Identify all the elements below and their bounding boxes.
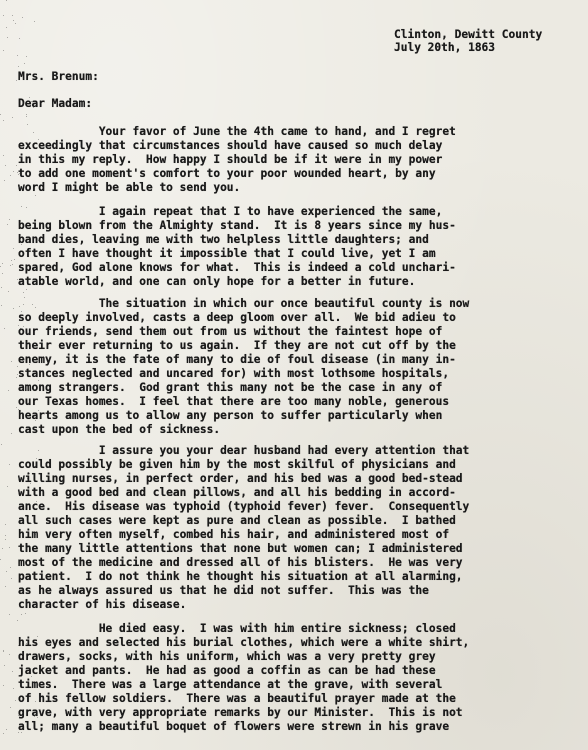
paper-speck	[10, 175, 11, 176]
paper-speck	[36, 77, 37, 78]
paragraph-line: most of the medicine and dressed all of his blisters. He was very	[18, 556, 463, 569]
paper-speck	[11, 578, 12, 579]
paper-speck	[26, 643, 27, 644]
paper-speck	[6, 571, 7, 572]
paper-speck	[10, 707, 11, 708]
paper-speck	[14, 259, 15, 260]
paper-speck	[25, 613, 26, 614]
paragraph-line: so deeply involved, casts a deep gloom over all. We bid adieu to	[18, 311, 456, 324]
paper-speck	[26, 114, 27, 115]
paper-speck	[35, 534, 36, 535]
paper-speck	[27, 478, 28, 479]
paper-speck	[16, 407, 17, 408]
paper-speck	[9, 614, 10, 615]
paper-speck	[3, 155, 4, 156]
paragraph-line: his eyes and selected his burial clothes, which were a white shirt,	[18, 636, 470, 649]
paragraph-line: I assure you your dear husband had every attention that	[18, 444, 470, 457]
paper-speck	[4, 180, 5, 181]
paper-speck	[12, 15, 13, 16]
paper-speck	[16, 377, 17, 378]
paragraph-line: of his fellow soldiers. There was a beautiful prayer made at the	[18, 692, 456, 705]
paper-speck	[18, 645, 19, 646]
paper-speck	[35, 420, 36, 421]
paper-speck	[28, 472, 29, 473]
paper-speck	[1, 287, 2, 288]
paper-speck	[5, 524, 6, 525]
paper-speck	[15, 700, 16, 701]
paper-speck	[38, 139, 39, 140]
paper-speck	[12, 264, 13, 265]
paragraph-line: He died easy. I was with him entire sickness; closed	[18, 622, 456, 635]
paper-speck	[6, 27, 7, 28]
paper-speck	[2, 263, 3, 264]
paragraph-line: I again repeat that I to have experienced the same,	[18, 205, 443, 218]
paragraph-line: willing nurses, in perfect order, and his bed was a good bed-stead	[18, 472, 463, 485]
paper-speck	[29, 364, 30, 365]
paper-speck	[35, 195, 36, 196]
paper-speck	[7, 486, 8, 487]
paper-speck	[31, 101, 32, 102]
paper-speck	[24, 63, 25, 64]
paper-speck	[18, 715, 19, 716]
paper-speck	[0, 114, 1, 115]
paragraph-line: atable world, and one can only hope for a better in future.	[18, 275, 416, 288]
paper-speck	[29, 473, 30, 474]
paragraph-line: stances neglected and uncared for) with most lothsome hospitals,	[18, 367, 450, 380]
paper-speck	[19, 38, 20, 39]
paper-speck	[21, 206, 22, 207]
paper-speck	[18, 732, 19, 733]
paper-speck	[36, 501, 37, 502]
paper-speck	[3, 15, 4, 16]
paragraph-line: our friends, send them out from us without the faintest hope of	[18, 325, 443, 338]
paragraph-line: being blown from the Almighty stand. It is 8 years since my hus-	[18, 219, 456, 232]
paper-speck	[4, 665, 5, 666]
paragraph-line: among strangers. God grant this many not be the case in any of	[18, 381, 443, 394]
paper-speck	[3, 50, 4, 51]
paragraph-line: in this my reply. How happy I should be if it were in my power	[18, 153, 443, 166]
paragraph-line: Your favor of June the 4th came to hand, and I regret	[18, 125, 456, 138]
paper-speck	[23, 347, 24, 348]
paper-speck	[23, 713, 24, 714]
paragraph-line: with a good bed and clean pillows, and all his bedding in accord-	[18, 486, 456, 499]
paper-speck	[35, 307, 36, 308]
paper-speck	[17, 374, 18, 375]
paper-speck	[27, 124, 28, 125]
paper-speck	[0, 266, 1, 267]
paper-speck	[1, 305, 2, 306]
paragraph-line: word I might be able to send you.	[18, 181, 241, 194]
paper-speck	[10, 567, 11, 568]
paper-speck	[3, 651, 4, 652]
paragraph-line: jacket and pants. He had as good a coffin as can be had these	[18, 664, 436, 677]
paper-speck	[20, 328, 21, 329]
paper-speck	[18, 546, 19, 547]
paper-speck	[3, 120, 4, 121]
paper-speck	[33, 107, 34, 108]
paper-speck	[6, 729, 7, 730]
paper-speck	[21, 614, 22, 615]
paper-speck	[17, 172, 18, 173]
paper-speck	[18, 409, 19, 410]
salutation-line: Dear Madam:	[18, 97, 93, 110]
paper-speck	[17, 620, 18, 621]
paper-speck	[23, 326, 24, 327]
paper-speck	[1, 444, 2, 445]
paper-speck	[38, 410, 39, 411]
paper-speck	[22, 360, 23, 361]
paper-speck	[29, 97, 30, 98]
paragraph-line: him very often myself, combed his hair, and administered most of	[18, 528, 450, 541]
paper-speck	[32, 304, 33, 305]
recipient-line: Mrs. Brenum:	[18, 70, 99, 83]
paper-speck	[31, 523, 32, 524]
paper-speck	[23, 292, 24, 293]
paper-speck	[26, 207, 27, 208]
paper-speck	[9, 464, 10, 465]
paper-speck	[13, 171, 14, 172]
paragraph-line: hearts among us to allow any person to suffer particularly when	[18, 409, 443, 422]
paper-speck	[38, 380, 39, 381]
paragraph-line: character of his disease.	[18, 598, 187, 611]
paper-speck	[19, 520, 20, 521]
paper-speck	[33, 132, 34, 133]
paper-speck	[7, 37, 8, 38]
paper-speck	[9, 654, 10, 655]
paper-speck	[8, 291, 9, 292]
paper-speck	[13, 20, 14, 21]
paper-speck	[34, 716, 35, 717]
paper-speck	[9, 219, 10, 220]
paragraph-line: enemy, it is the fate of many to die of foul disease (in many in-	[18, 353, 456, 366]
paper-speck	[3, 733, 4, 734]
paper-speck	[8, 390, 9, 391]
paragraph-line: our Texas homes. I feel that there are too many noble, generous	[18, 395, 450, 408]
paper-speck	[5, 586, 6, 587]
paper-speck	[0, 559, 1, 560]
paper-speck	[9, 547, 10, 548]
paper-speck	[18, 174, 19, 175]
paper-speck	[13, 248, 14, 249]
paper-speck	[26, 289, 27, 290]
paper-speck	[17, 279, 18, 280]
paper-speck	[19, 173, 20, 174]
paper-speck	[30, 578, 31, 579]
paper-speck	[17, 366, 18, 367]
paper-speck	[12, 117, 13, 118]
paragraph-line: The situation in which our once beautiful county is now	[18, 297, 470, 310]
paper-speck	[37, 636, 38, 637]
paragraph-line: the many little attentions that none but women can; I administered	[18, 542, 463, 555]
paper-speck	[28, 516, 29, 517]
paper-speck	[6, 0, 7, 1]
paragraph-line: ance. His disease was typhoid (typhoid fever) fever. Consequently	[18, 500, 470, 513]
paper-speck	[5, 165, 6, 166]
paper-speck	[21, 732, 22, 733]
paper-speck	[34, 21, 35, 22]
paper-speck	[15, 23, 16, 24]
paper-speck	[11, 433, 12, 434]
paper-speck	[12, 671, 13, 672]
paragraph-line: all such cases were kept as pure and clean as possible. I bathed	[18, 514, 456, 527]
paragraph-line: could possibly be given him by the most skilful of physicians and	[18, 458, 456, 471]
paper-speck	[21, 311, 22, 312]
paragraph-line: spared, God alone knows for what. This is indeed a cold unchari-	[18, 261, 456, 274]
paper-speck	[35, 701, 36, 702]
paper-speck	[26, 56, 27, 57]
paper-speck	[24, 297, 25, 298]
paper-speck	[26, 116, 27, 117]
paper-speck	[19, 185, 20, 186]
paper-speck	[5, 535, 6, 536]
paper-speck	[5, 539, 6, 540]
paragraph-line: as he always assured us that he did not suffer. This was the	[18, 584, 429, 597]
paragraph-line: cast upon the bed of sickness.	[18, 423, 221, 436]
paper-speck	[26, 369, 27, 370]
paper-speck	[21, 670, 22, 671]
paper-speck	[2, 273, 3, 274]
paper-speck	[17, 55, 18, 56]
paragraph-line: exceedingly that circumstances should have caused so much delay	[18, 139, 443, 152]
paper-speck	[18, 325, 19, 326]
paper-speck	[10, 265, 11, 266]
paper-speck	[37, 717, 38, 718]
paragraph-line: all; many a beautiful boquet of flowers were strewn in his grave	[18, 720, 450, 733]
paragraph-line: their ever returning to us again. If they are not cut off by the	[18, 339, 456, 352]
paper-speck	[19, 414, 20, 415]
paper-speck	[31, 676, 32, 677]
paper-speck	[11, 260, 12, 261]
paper-speck	[2, 548, 3, 549]
paper-speck	[3, 685, 4, 686]
paragraph-line: grave, with very appropriate remarks by our Minister. This is not	[18, 706, 463, 719]
paragraph-line: to add one moment's comfort to your poor wounded heart, by any	[18, 167, 436, 180]
paper-speck	[16, 80, 17, 81]
paper-speck	[21, 244, 22, 245]
paper-speck	[7, 224, 8, 225]
paper-speck	[27, 545, 28, 546]
paper-speck	[19, 306, 20, 307]
paragraph-line: times. There was a large attendance at the grave, with several	[18, 678, 443, 691]
paragraph-line: often I have thought it impossible that I could live, yet I am	[18, 247, 436, 260]
paper-speck	[22, 17, 23, 18]
paper-speck	[13, 688, 14, 689]
header-place: Clinton, Dewitt County	[394, 28, 543, 41]
paper-speck	[23, 304, 24, 305]
paragraph-line: band dies, leaving me with two helpless little daughters; and	[18, 233, 429, 246]
paper-speck	[11, 361, 12, 362]
paper-speck	[13, 308, 14, 309]
paper-speck	[4, 328, 5, 329]
paragraph-line: patient. I do not think he thought his situation at all alarming,	[18, 570, 463, 583]
paper-speck	[18, 66, 19, 67]
paragraph-line: drawers, socks, with his uniform, which was a very pretty grey	[18, 650, 436, 663]
paper-speck	[38, 240, 39, 241]
paper-speck	[30, 483, 31, 484]
paper-speck	[38, 450, 39, 451]
header-date: July 20th, 1863	[394, 41, 496, 54]
paper-speck	[16, 165, 17, 166]
paper-speck	[36, 458, 37, 459]
